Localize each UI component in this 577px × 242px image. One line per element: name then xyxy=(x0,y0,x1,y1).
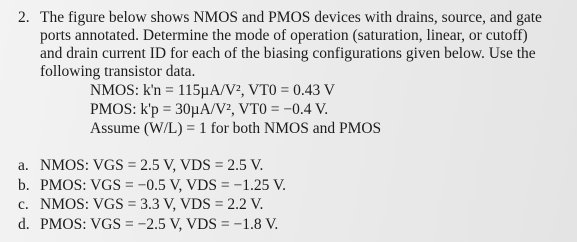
question-number: 2. xyxy=(18,9,30,26)
part-text: NMOS: VGS = 2.5 V, VDS = 2.5 V. xyxy=(40,157,264,174)
part-letter: b. xyxy=(18,176,30,194)
part-letter: a. xyxy=(18,157,29,174)
part-c xyxy=(18,195,286,215)
part-text: PMOS: VGS = −0.5 V, VDS = −1.25 V. xyxy=(40,176,287,194)
part-d xyxy=(18,215,286,235)
statement-line-2: ports annotated. Determine the mode of operation (saturation, linear, or cutoff) xyxy=(40,27,528,44)
part-b xyxy=(18,176,286,196)
statement-line-4: following transistor data. xyxy=(40,63,196,80)
part-letter: d. xyxy=(18,215,30,233)
assumption-line: Assume (W/L) = 1 for both NMOS and PMOS xyxy=(90,120,382,137)
part-text: PMOS: VGS = −2.5 V, VDS = −1.8 V. xyxy=(40,215,279,233)
statement-line-3: and drain current ID for each of the biasing configurations given below. Use the xyxy=(40,45,536,62)
part-a xyxy=(18,156,286,176)
statement-line-1: The figure below shows NMOS and PMOS devices with drains, source, and gate xyxy=(40,9,542,26)
problem-statement xyxy=(40,9,570,81)
pmos-parameters: PMOS: k'p = 30µA/V², VT0 = −0.4 V. xyxy=(90,100,329,118)
part-text: NMOS: VGS = 3.3 V, VDS = 2.2 V. xyxy=(40,196,264,213)
biasing-configurations xyxy=(18,156,286,234)
part-letter: c. xyxy=(18,196,29,213)
nmos-parameters: NMOS: k'n = 115µA/V², VT0 = 0.43 V xyxy=(90,82,335,99)
transistor-data xyxy=(90,82,335,119)
